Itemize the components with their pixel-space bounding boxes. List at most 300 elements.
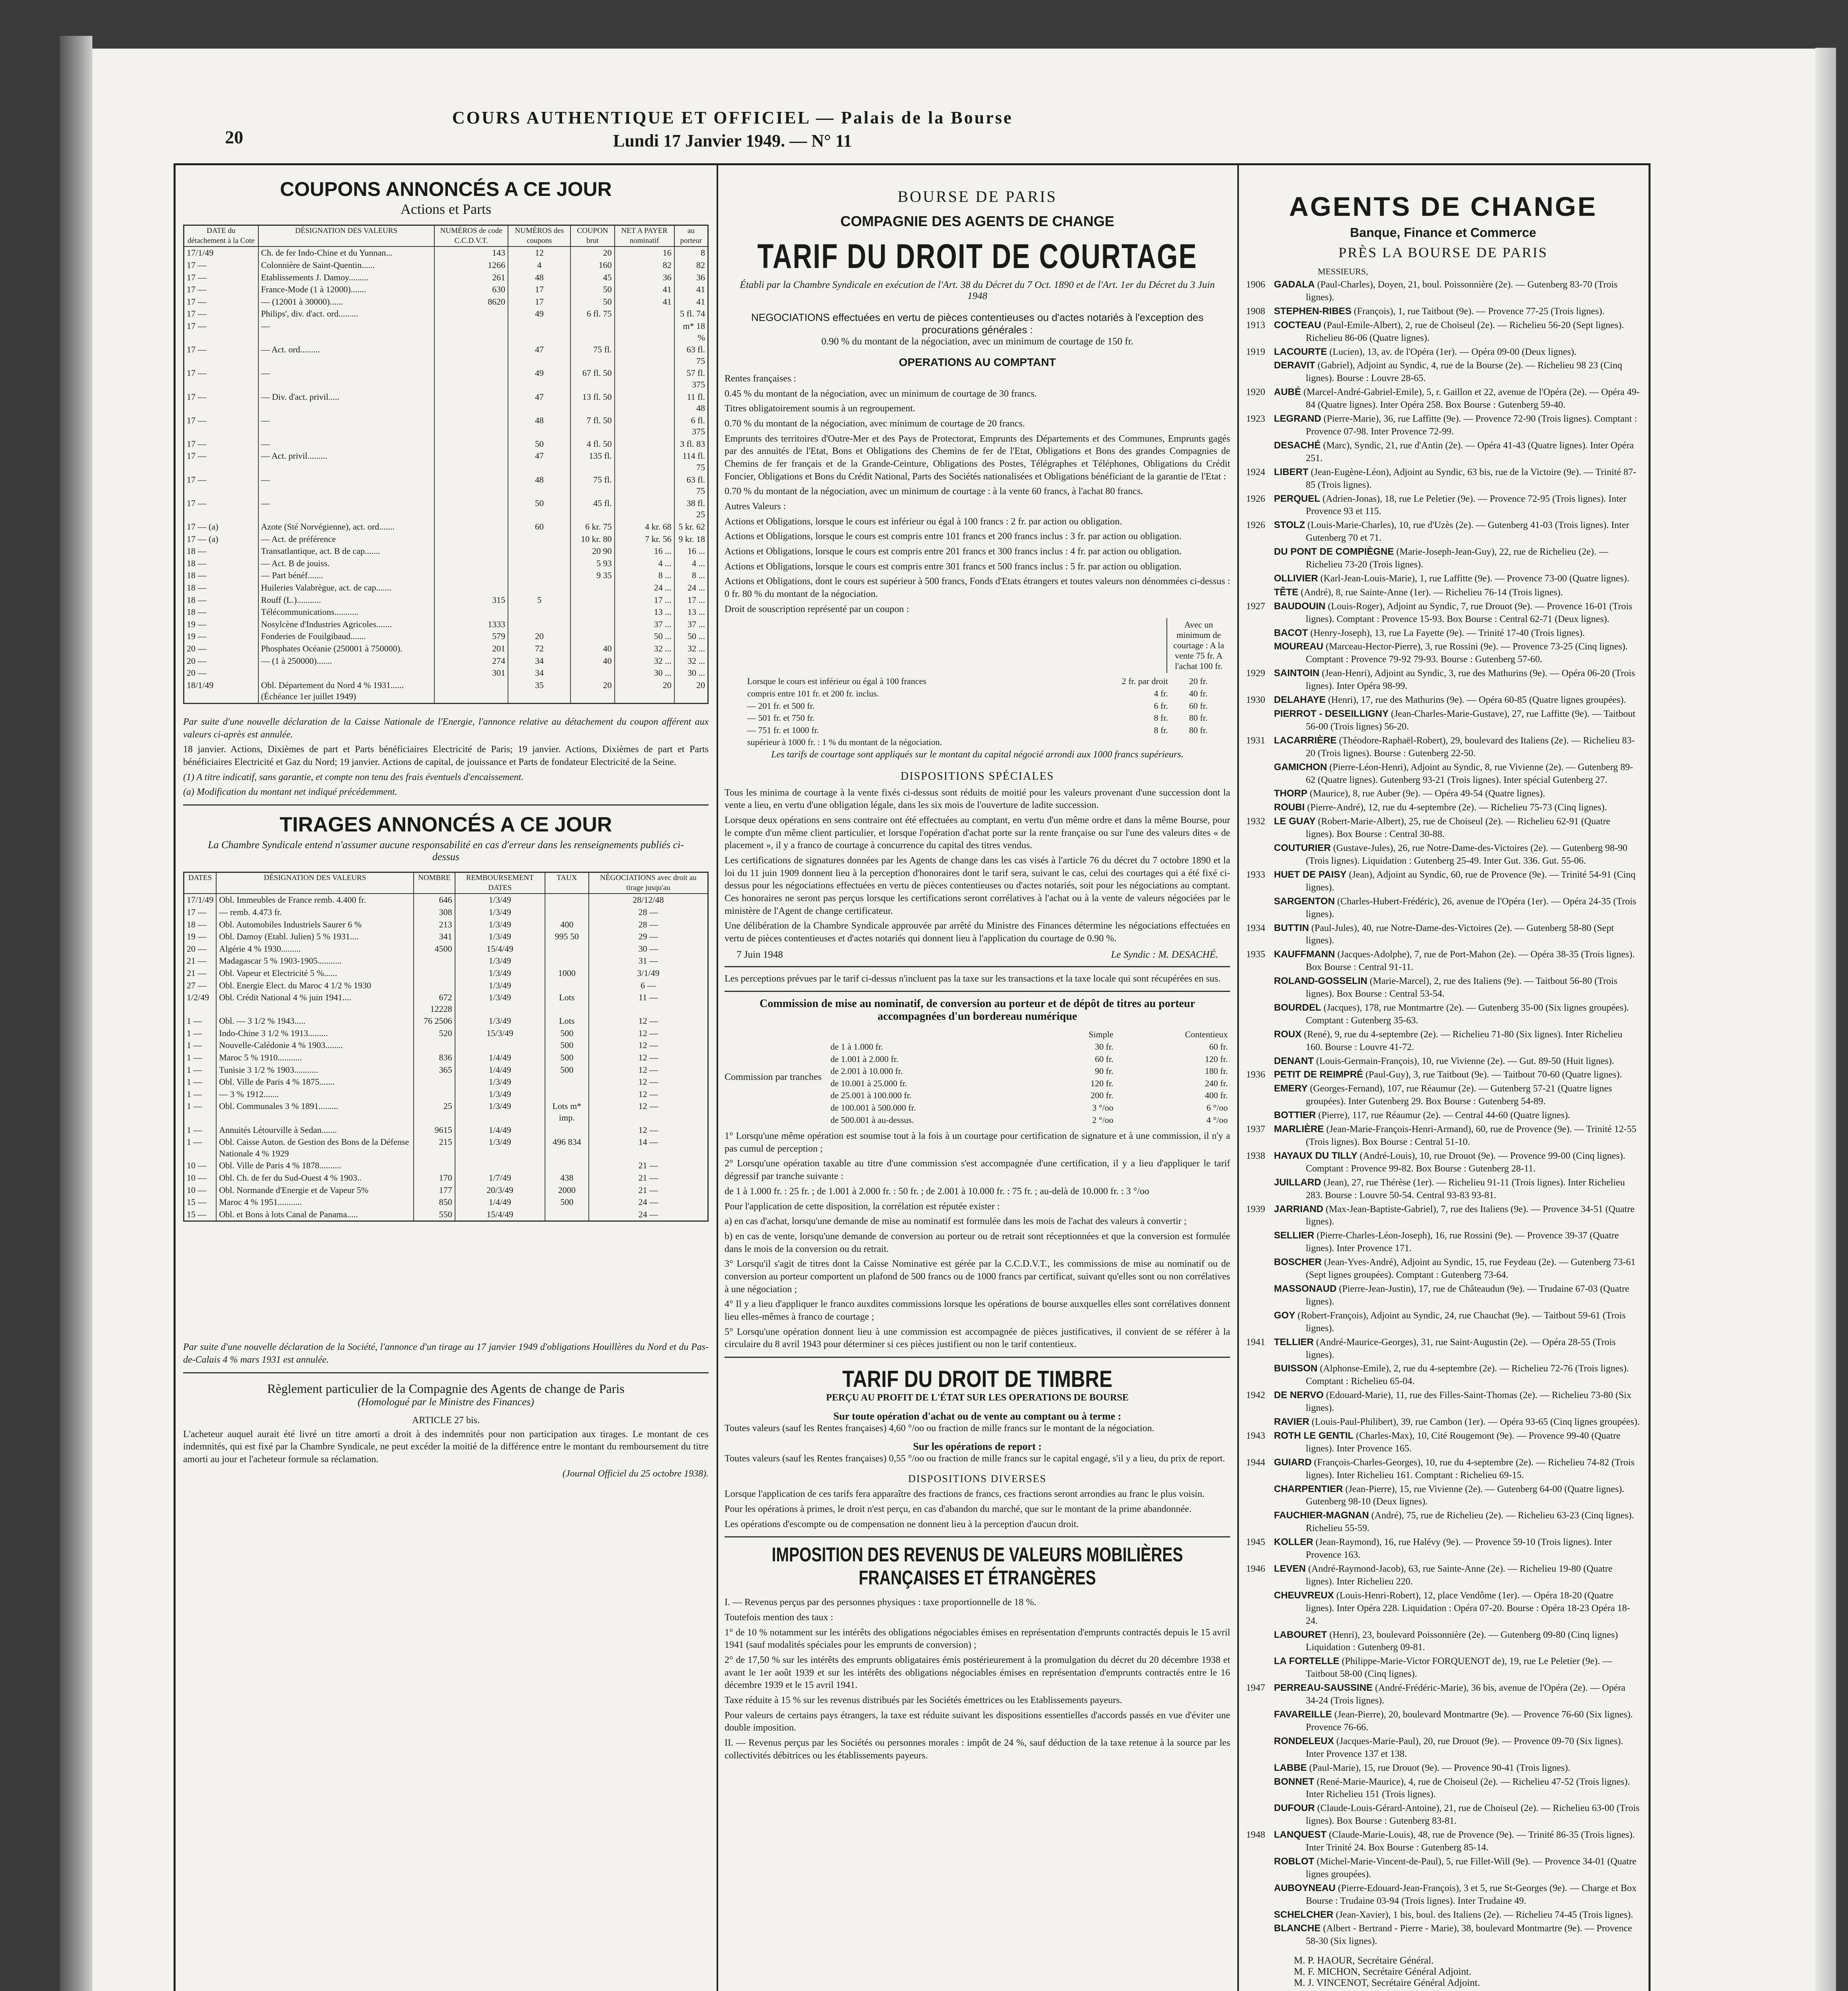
table-row: [184, 308, 708, 320]
table-cell: — 3 % 1912.......: [216, 1088, 414, 1101]
table-cell: [615, 474, 674, 497]
table-cell: 47: [508, 344, 570, 367]
agent-name: BOTTIER: [1274, 1110, 1316, 1121]
agent-year: 1931: [1246, 735, 1265, 746]
table-cell: [414, 1088, 455, 1101]
agent-name: PIERROT - DESEILLIGNY: [1274, 708, 1389, 719]
agent-year: 1941: [1246, 1337, 1265, 1348]
agent-entry: [1246, 1483, 1640, 1509]
agent-name: DU PONT DE COMPIÈGNE: [1274, 546, 1394, 557]
table-cell: 365: [414, 1064, 455, 1076]
agent-entry: [1246, 948, 1640, 974]
droit-cell: 6 fr.: [1154, 700, 1168, 711]
table-cell: 12 —: [589, 1088, 708, 1101]
table-cell: [570, 667, 614, 679]
table-cell: [545, 943, 589, 955]
commission-cell: 120 fr.: [1090, 1078, 1113, 1088]
commission-row: [828, 1102, 1230, 1114]
commission-cell: de 1.001 à 2.000 fr.: [830, 1054, 899, 1064]
table-cell: 1/4/49: [455, 1124, 545, 1136]
table-cell: 16: [615, 246, 674, 259]
agent-name: BOSCHER: [1274, 1257, 1322, 1268]
table-cell: 11 —: [589, 992, 708, 1015]
table-cell: [545, 906, 589, 919]
table-cell: 160: [570, 259, 614, 272]
commission-row: [828, 1089, 1230, 1102]
agent-details: (René), 9, rue du 4-septembre (2e). — Richelieu 71-80 (Six lignes). Inter Richelieu 160. Bourse : Louvre 41-72.: [1304, 1029, 1623, 1052]
table-cell: 13 ...: [615, 606, 674, 618]
table-cell: 4 ...: [674, 557, 708, 570]
table-header-cell: REMBOURSEMENT DATES: [455, 872, 545, 894]
agent-entry: [1246, 1776, 1640, 1801]
table-cell: 10 kr. 80: [570, 533, 614, 546]
paragraph: Actions et Obligations, lorsque le cours est compris entre 201 francs et 300 francs inclus : 4 fr. par action ou obligation.: [725, 546, 1182, 557]
table-cell: 201: [434, 643, 508, 655]
coupons-note-dates: 18 janvier. Actions, Dixièmes de part et Parts bénéficiaires Electricité de Paris; 19 janvier. Actions, Dixièmes de part et Parts bénéficiaires Electricité et Gaz du Nord; 19 janvier. Actions de capital, de jouissance et Parts de fondateur Electricité de la Seine.: [183, 744, 709, 767]
table-row: [184, 667, 708, 679]
table-row: [184, 894, 708, 906]
agent-details: (Robert-Marie-Albert), 25, rue de Choiseul (2e). — Richelieu 62-91 (Quatre lignes). Box Bourse : Central 30-88.: [1306, 816, 1610, 840]
table-cell: 41: [615, 284, 674, 296]
table-cell: — Act. privil.........: [258, 450, 435, 473]
table-header-cell: NUMÉROS des coupons: [508, 225, 570, 247]
agent-name: SARGENTON: [1274, 896, 1335, 907]
commission-cell: 2 °/oo: [1092, 1115, 1113, 1125]
agent-entry: [1246, 1536, 1640, 1562]
table-cell: 500: [545, 1064, 589, 1076]
table-cell: 496 834: [545, 1136, 589, 1160]
agent-entry: [1246, 1082, 1640, 1108]
table-cell: 18 —: [184, 919, 217, 931]
agent-name: DE NERVO: [1274, 1390, 1324, 1401]
table-cell: 38 fl. 25: [674, 497, 708, 521]
coupons-table-header: [184, 225, 708, 247]
table-cell: 17 —: [184, 296, 258, 308]
droit-row: [745, 724, 1210, 737]
table-cell: [434, 391, 508, 415]
table-cell: 20 —: [184, 643, 258, 655]
agent-details: (Théodore-Raphaël-Robert), 29, boulevard des Italiens (2e). — Richelieu 83-20 (Trois lignes). Bourse : Gutenberg 22-50.: [1306, 735, 1635, 759]
agents-title: AGENTS DE CHANGE: [1289, 192, 1598, 222]
table-cell: — Part bénéf.......: [258, 569, 435, 582]
table-cell: 646: [414, 894, 455, 906]
table-cell: 20 90: [570, 545, 614, 557]
agent-entry: [1246, 359, 1640, 385]
table-cell: 63 fl. 75: [674, 474, 708, 497]
agent-entry: [1246, 546, 1640, 571]
table-cell: 36: [615, 272, 674, 284]
agent-details: (Alphonse-Emile), 2, rue du 4-septembre (2e). — Richelieu 72-76 (Trois lignes). Comptant : Richelieu 65-04.: [1306, 1363, 1629, 1387]
agent-details: (Paul-Jules), 40, rue Notre-Dame-des-Victoires (2e). — Gutenberg 58-80 (Sept lignes).: [1306, 923, 1614, 946]
agent-name: KAUFFMANN: [1274, 949, 1335, 960]
negociations-title: NEGOCIATIONS effectuées en vertu de pièces contentieuses ou d'actes notariés à l'exception des procurations générales :: [751, 311, 1204, 336]
table-cell: 1 —: [184, 1100, 217, 1124]
table-cell: 41: [615, 296, 674, 308]
table-cell: 32 ...: [615, 655, 674, 667]
table-row: [184, 284, 708, 296]
agent-details: (Louis-Germain-François), 10, rue Vivienne (2e). — Gut. 89-50 (Huit lignes).: [1316, 1056, 1614, 1066]
commission-cell: 240 fr.: [1205, 1078, 1228, 1088]
table-cell: 25: [414, 1100, 455, 1124]
table-cell: 50: [508, 497, 570, 521]
agent-entry: [1246, 842, 1640, 868]
paragraph: 4° Il y a lieu d'appliquer le franco auxdites commissions lorsque les opérations de bourse auxquelles elles sont corrélatives donnent lieu elles-mêmes à franco de courtage ;: [725, 1299, 1230, 1322]
agent-details: (Adrien-Jonas), 18, rue Le Peletier (9e). — Provence 72-95 (Trois lignes). Inter Provence 93 et 115.: [1306, 493, 1627, 517]
agent-details: (André-Louis), 10, rue Drouot (9e). — Provence 99-00 (Cinq lignes). Comptant : Provence 99-82. Box Bourse : Gutenberg 28-11.: [1306, 1150, 1625, 1174]
agent-name: PERREAU-SAUSSINE: [1274, 1682, 1373, 1694]
agent-name: CHEUVREUX: [1274, 1590, 1334, 1601]
agent-name: AUBÉ: [1274, 387, 1301, 398]
table-cell: 5: [508, 594, 570, 606]
paragraph: 0.70 % du montant de la négociation, avec un minimum de courtage : à la vente 60 francs, à l'achat 80 francs.: [725, 486, 1143, 497]
agent-details: (Jean-Yves-André), Adjoint au Syndic, 15, rue Feydeau (2e). — Gutenberg 73-61 (Sept lignes groupées). Comptant : Gutenberg 73-64.: [1306, 1257, 1636, 1281]
table-cell: 1 —: [184, 1039, 217, 1052]
agent-name: ROUX: [1274, 1029, 1302, 1040]
table-cell: Nosylcène d'Industries Agricoles.......: [258, 618, 435, 631]
agent-name: BUISSON: [1274, 1363, 1318, 1374]
table-cell: 24 —: [589, 1196, 708, 1209]
droit-cell: 8 fr.: [1154, 713, 1168, 723]
table-cell: Ch. de fer Indo-Chine et du Yunnan...: [258, 246, 435, 259]
table-cell: 6 —: [589, 980, 708, 992]
agent-entry: [1246, 1456, 1640, 1482]
tirages-subtitle: La Chambre Syndicale entend n'assumer aucune responsabilité en cas d'erreur dans les renseignements publiés ci-dessus: [208, 839, 684, 863]
table-cell: 32 ...: [674, 655, 708, 667]
table-cell: 12 —: [589, 1124, 708, 1136]
droit-cell: [1170, 736, 1210, 749]
table-cell: Madagascar 5 % 1903-1905...........: [216, 955, 414, 967]
table-cell: 17 —: [184, 450, 258, 473]
table-cell: 315: [434, 594, 508, 606]
table-cell: 1/3/49: [455, 1100, 545, 1124]
table-cell: 18 —: [184, 557, 258, 570]
table-cell: [508, 569, 570, 582]
table-cell: 4500: [414, 943, 455, 955]
table-cell: [615, 450, 674, 473]
agent-details: (Jacques-Marie-Paul), 20, rue Drouot (9e). — Provence 09-70 (Six lignes). Inter Provence 137 et 138.: [1306, 1736, 1623, 1759]
table-cell: 4 kr. 68: [615, 521, 674, 533]
table-row: [184, 545, 708, 557]
table-cell: Lots m* imp.: [545, 1100, 589, 1124]
table-row: [184, 521, 708, 533]
commission-cell: 30 fr.: [1095, 1041, 1113, 1052]
table-cell: — Div. d'act. privil.....: [258, 391, 435, 415]
table-cell: [615, 438, 674, 450]
droit-cell: [1084, 736, 1170, 749]
agent-details: (Henri), 17, rue des Mathurins (9e). — Opéra 60-85 (Quatre lignes groupées).: [1328, 695, 1626, 706]
agent-name: MARLIÈRE: [1274, 1124, 1324, 1135]
table-cell: 49: [508, 367, 570, 391]
agent-entry: [1246, 413, 1640, 438]
table-cell: [508, 557, 570, 570]
agent-year: 1945: [1246, 1537, 1265, 1548]
agent-entry: [1246, 627, 1640, 640]
agent-entry: [1246, 1589, 1640, 1628]
table-cell: [570, 630, 614, 643]
agent-details: (Jacques-Adolphe), 7, rue de Port-Mahon (2e). — Opéra 38-35 (Trois lignes). Box Bourse : Central 91-11.: [1306, 949, 1635, 973]
agents-subtitle: Banque, Finance et Commerce: [1350, 225, 1536, 240]
table-row: [184, 618, 708, 631]
table-cell: [570, 606, 614, 618]
table-row: [184, 679, 708, 704]
table-cell: —: [258, 474, 435, 497]
table-cell: 18 —: [184, 606, 258, 618]
agent-details: (Jean-Charles-Marie-Gustave), 27, rue Laffitte (9e). — Taitbout 56-00 (Trois lignes) 56-20.: [1306, 709, 1635, 732]
column-middle: [725, 171, 1230, 1991]
table-row: [184, 1052, 708, 1064]
table-cell: 17 —: [184, 284, 258, 296]
commission-cell: 60 fr.: [1095, 1054, 1113, 1064]
tirages-blank-space: [183, 1222, 709, 1341]
table-cell: [508, 618, 570, 631]
table-cell: 2000: [545, 1184, 589, 1197]
droit-cell: 20 fr.: [1189, 676, 1208, 686]
paragraph: Taxe réduite à 15 % sur les revenus distribués par les Sociétés émettrices ou les Etablissements payeurs.: [725, 1695, 1122, 1705]
agent-name: LACARRIÈRE: [1274, 735, 1337, 746]
book-spine-edge: [60, 36, 92, 1991]
table-cell: 1/4/49: [455, 1052, 545, 1064]
table-cell: 500: [545, 1039, 589, 1052]
table-cell: 12 —: [589, 1015, 708, 1027]
table-cell: 47: [508, 391, 570, 415]
agent-entry: [1246, 305, 1640, 318]
table-row: [184, 955, 708, 967]
agent-details: (René-Marie-Maurice), 4, rue de Choiseul (2e). — Richelieu 47-52 (Trois lignes). Inter Richelieu 151 (Trois lignes).: [1306, 1776, 1630, 1800]
table-cell: 30 ...: [615, 667, 674, 679]
table-cell: 213: [414, 919, 455, 931]
table-cell: Algérie 4 % 1930.........: [216, 943, 414, 955]
table-cell: 17: [508, 284, 570, 296]
table-cell: 20 —: [184, 943, 217, 955]
paragraph: Toutefois mention des taux :: [725, 1612, 833, 1623]
agent-name: EMERY: [1274, 1083, 1308, 1094]
table-cell: Azote (Sté Norvégienne), act. ord.......: [258, 521, 435, 533]
agent-entry: [1246, 1109, 1640, 1122]
table-cell: 20: [570, 246, 614, 259]
agent-name: LANQUEST: [1274, 1829, 1326, 1840]
table-cell: 1/3/49: [455, 1088, 545, 1101]
coupons-footnote-a: (a) Modification du montant net indiqué précédemment.: [183, 787, 397, 798]
table-cell: 40: [570, 643, 614, 655]
table-cell: 274: [434, 655, 508, 667]
table-cell: 1/3/49: [455, 906, 545, 919]
agent-name: LABBE: [1274, 1762, 1307, 1773]
agent-details: (Jean-Eugène-Léon), Adjoint au Syndic, 63 bis, rue de la Victoire (9e). — Trinité 87-85 (Trois lignes).: [1306, 467, 1636, 490]
table-cell: 1/3/49: [455, 894, 545, 906]
table-cell: — remb. 4.473 fr.: [216, 906, 414, 919]
table-cell: 8620: [434, 296, 508, 308]
commission-cell: 400 fr.: [1205, 1090, 1228, 1101]
table-cell: 12 —: [589, 1076, 708, 1088]
table-cell: 3 fl. 83: [674, 438, 708, 450]
agent-name: ROUBI: [1274, 802, 1305, 813]
table-cell: Rouff (L.)...........: [258, 594, 435, 606]
paragraph: Droit de souscription représenté par un coupon :: [725, 604, 909, 614]
agent-entry: [1246, 734, 1640, 760]
table-row: [184, 630, 708, 643]
paragraph: 1° Lorsqu'une même opération est soumise tout à la fois à un courtage pour certification de signature et à une commission, il n'y a pas cumul de perception ;: [725, 1131, 1230, 1154]
agent-details: (Marie-Joseph-Jean-Guy), 22, rue de Richelieu (2e). — Richelieu 73-20 (Trois lignes).: [1306, 547, 1608, 570]
dispositions-speciales-paragraphs: [725, 787, 1230, 945]
commission-row: [828, 1065, 1230, 1078]
table-row: [184, 1196, 708, 1209]
table-cell: 500: [545, 1052, 589, 1064]
agent-name: LEVEN: [1274, 1563, 1306, 1574]
table-cell: Transatlantique, act. B de cap.......: [258, 545, 435, 557]
commission-table: [828, 1029, 1230, 1126]
table-cell: 579: [434, 630, 508, 643]
table-cell: 17 — (a): [184, 521, 258, 533]
table-cell: 47: [508, 450, 570, 473]
table-cell: 48: [508, 415, 570, 438]
commission-header-cell: Simple: [1088, 1029, 1113, 1040]
timbre-title: TARIF DU DROIT DE TIMBRE: [842, 1366, 1113, 1392]
section-rule: [183, 1372, 709, 1373]
agent-entry: [1246, 787, 1640, 800]
agent-entry: [1246, 1563, 1640, 1588]
table-cell: 12 —: [589, 1027, 708, 1040]
coupons-table-body: [184, 246, 708, 703]
paragraph: Lorsque l'application de ces tarifs fera apparaître des fractions de francs, ces fractions seront arrondies au franc le plus voisin.: [725, 1489, 1205, 1500]
table-cell: 1 —: [184, 1015, 217, 1027]
table-row: [184, 320, 708, 344]
table-cell: [434, 606, 508, 618]
table-cell: 75 fl.: [570, 474, 614, 497]
commission-cell: 120 fr.: [1205, 1054, 1228, 1064]
table-cell: 20/3/49: [455, 1184, 545, 1197]
agent-entry: [1246, 1283, 1640, 1308]
table-cell: [434, 344, 508, 367]
table-cell: [414, 1160, 455, 1172]
table-cell: 8 ...: [615, 569, 674, 582]
table-cell: 143: [434, 246, 508, 259]
droit-row: [745, 675, 1210, 688]
commission-cell: 180 fr.: [1205, 1066, 1228, 1076]
table-cell: [615, 344, 674, 367]
table-cell: 836: [414, 1052, 455, 1064]
negociations-text: 0.90 % du montant de la négociation, avec un minimum de courtage de 150 fr.: [821, 336, 1133, 347]
table-cell: 24 —: [589, 1209, 708, 1221]
agent-entry: [1246, 1509, 1640, 1535]
agent-entry: [1246, 1882, 1640, 1908]
table-cell: 1000: [545, 967, 589, 980]
droit-cell: 4 fr.: [1154, 688, 1168, 699]
table-cell: 21 —: [589, 1172, 708, 1184]
timbre-heading-operation: Sur toute opération d'achat ou de vente au comptant ou à terme :: [833, 1410, 1121, 1422]
table-cell: 8: [674, 246, 708, 259]
table-cell: 30 —: [589, 943, 708, 955]
paragraph: Rentes françaises :: [725, 374, 796, 384]
table-cell: [570, 582, 614, 594]
agent-details: (André-Raymond-Jacob), 63, rue Sainte-Anne (2e). — Richelieu 19-80 (Quatre lignes). Inter Richelieu 220.: [1306, 1564, 1613, 1587]
tirages-table-body: [184, 894, 708, 1221]
agents-messieurs: MESSIEURS,: [1318, 266, 1368, 276]
paragraph: Actions et Obligations, lorsque le cours est inférieur ou égal à 100 francs : 2 fr. par action ou obligation.: [725, 516, 1122, 527]
agent-year: 1919: [1246, 346, 1265, 357]
agent-entry: [1246, 694, 1640, 707]
table-cell: 1/3/49: [455, 980, 545, 992]
agent-year: 1934: [1246, 923, 1265, 933]
reglement-title: Règlement particulier de la Compagnie des Agents de change de Paris: [267, 1381, 625, 1396]
agent-entry: [1246, 1655, 1640, 1681]
agent-details: (François-Charles-Georges), 10, rue du 4-septembre (2e). — Richelieu 74-82 (Trois lignes). Inter Richelieu 161. Comptant : Richelieu 69-15.: [1306, 1457, 1635, 1481]
table-cell: 6 fl. 375: [674, 415, 708, 438]
table-cell: 20: [674, 679, 708, 704]
table-cell: 17 —: [184, 259, 258, 272]
table-cell: 17 —: [184, 438, 258, 450]
table-cell: Télécommunications...........: [258, 606, 435, 618]
agent-details: (Jean-Marie-François-Henri-Armand), 60, rue de Provence (9e). — Trinité 12-55 (Trois lignes). Box Bourse : Central 51-10.: [1306, 1124, 1637, 1147]
commission-cell: 60 fr.: [1209, 1041, 1228, 1052]
table-header-cell: NET A PAYER nominatif: [615, 225, 674, 247]
commission-header-cell: Contentieux: [1185, 1029, 1228, 1040]
table-cell: Obl. Automobiles Industriels Saurer 6 %: [216, 919, 414, 931]
page-right-edge: [1815, 48, 1836, 1991]
table-cell: Obl. Crédit National 4 % juin 1941....: [216, 992, 414, 1015]
agent-entry: [1246, 975, 1640, 1001]
agent-entry: [1246, 1028, 1640, 1054]
commission-cell: 4 °/oo: [1206, 1115, 1228, 1125]
table-cell: 67 fl. 50: [570, 367, 614, 391]
table-cell: [615, 391, 674, 415]
droit-cell: supérieur à 1000 fr. : 1 % du montant de la négociation.: [747, 737, 942, 747]
table-header-cell: au porteur: [674, 225, 708, 247]
agent-details: (Louis-Roger), Adjoint au Syndic, 7, rue Drouot (9e). — Provence 16-01 (Trois lignes). Comptant : Provence 15-93. Box Bourse : Central 62-71 (Deux lignes).: [1306, 601, 1633, 624]
agent-entry: [1246, 1855, 1640, 1881]
table-cell: [414, 1076, 455, 1088]
table-cell: 19 —: [184, 630, 258, 643]
table-cell: 37 ...: [674, 618, 708, 631]
minimum-courtage-box: Avec un minimum de courtage : A la vente 75 fr. A l'achat 100 fr.: [1166, 618, 1230, 673]
table-cell: [455, 1160, 545, 1172]
table-cell: 12 —: [589, 1052, 708, 1064]
table-cell: 5 kr. 62: [674, 521, 708, 533]
agent-entry: [1246, 1708, 1640, 1734]
agent-year: 1908: [1246, 306, 1265, 317]
table-cell: 1 —: [184, 1088, 217, 1101]
table-cell: 34: [508, 655, 570, 667]
paragraph: Pour valeurs de certains pays étrangers, la taxe est réduite suivant les dispositions essentielles d'accords passés en vue d'éviter une double imposition.: [725, 1710, 1230, 1733]
section-rule: [725, 1536, 1230, 1537]
imposition-title: IMPOSITION DES REVENUS DE VALEURS MOBILIÈRES: [772, 1543, 1183, 1566]
commission-cell: de 10.001 à 25.000 fr.: [830, 1078, 907, 1088]
agent-details: (Jean-Raymond), 16, rue Halévy (9e). — Provence 59-10 (Trois lignes). Inter Provence 163.: [1306, 1537, 1612, 1561]
commission-row: [828, 1078, 1230, 1090]
imposition-subtitle: FRANÇAISES ET ÉTRANGÈRES: [859, 1567, 1096, 1589]
table-cell: 32 ...: [674, 643, 708, 655]
agent-name: LIBERT: [1274, 466, 1309, 477]
agent-name: LA FORTELLE: [1274, 1656, 1340, 1667]
agent-details: (Maurice), 8, rue Auber (9e). — Opéra 49-54 (Quatre lignes).: [1310, 788, 1545, 799]
table-cell: 550: [414, 1209, 455, 1221]
agent-name: DENANT: [1274, 1055, 1314, 1066]
droit-cell: 80 fr.: [1189, 713, 1208, 723]
table-cell: Huileries Valabrègue, act. de cap.......: [258, 582, 435, 594]
agent-details: (Albert - Bertrand - Pierre - Marie), 38, boulevard Montmartre (9e). — Provence 58-30 (Six lignes).: [1306, 1923, 1632, 1947]
agent-name: BOURDEL: [1274, 1002, 1321, 1013]
table-cell: 308: [414, 906, 455, 919]
table-row: [184, 1136, 708, 1160]
table-cell: Obl. et Bons à lots Canal de Panama.....: [216, 1209, 414, 1221]
table-cell: 34: [508, 667, 570, 679]
table-cell: 28/12/48: [589, 894, 708, 906]
table-cell: — Act. B de jouiss.: [258, 557, 435, 570]
agent-entry: [1246, 1001, 1640, 1027]
commission-header-cell: [828, 1029, 1045, 1041]
agent-details: (Pierre-Charles-Léon-Joseph), 16, rue Rossini (9e). — Provence 39-37 (Quatre lignes). Inter Provence 171.: [1306, 1230, 1619, 1254]
table-cell: [434, 533, 508, 546]
table-cell: 45: [570, 272, 614, 284]
